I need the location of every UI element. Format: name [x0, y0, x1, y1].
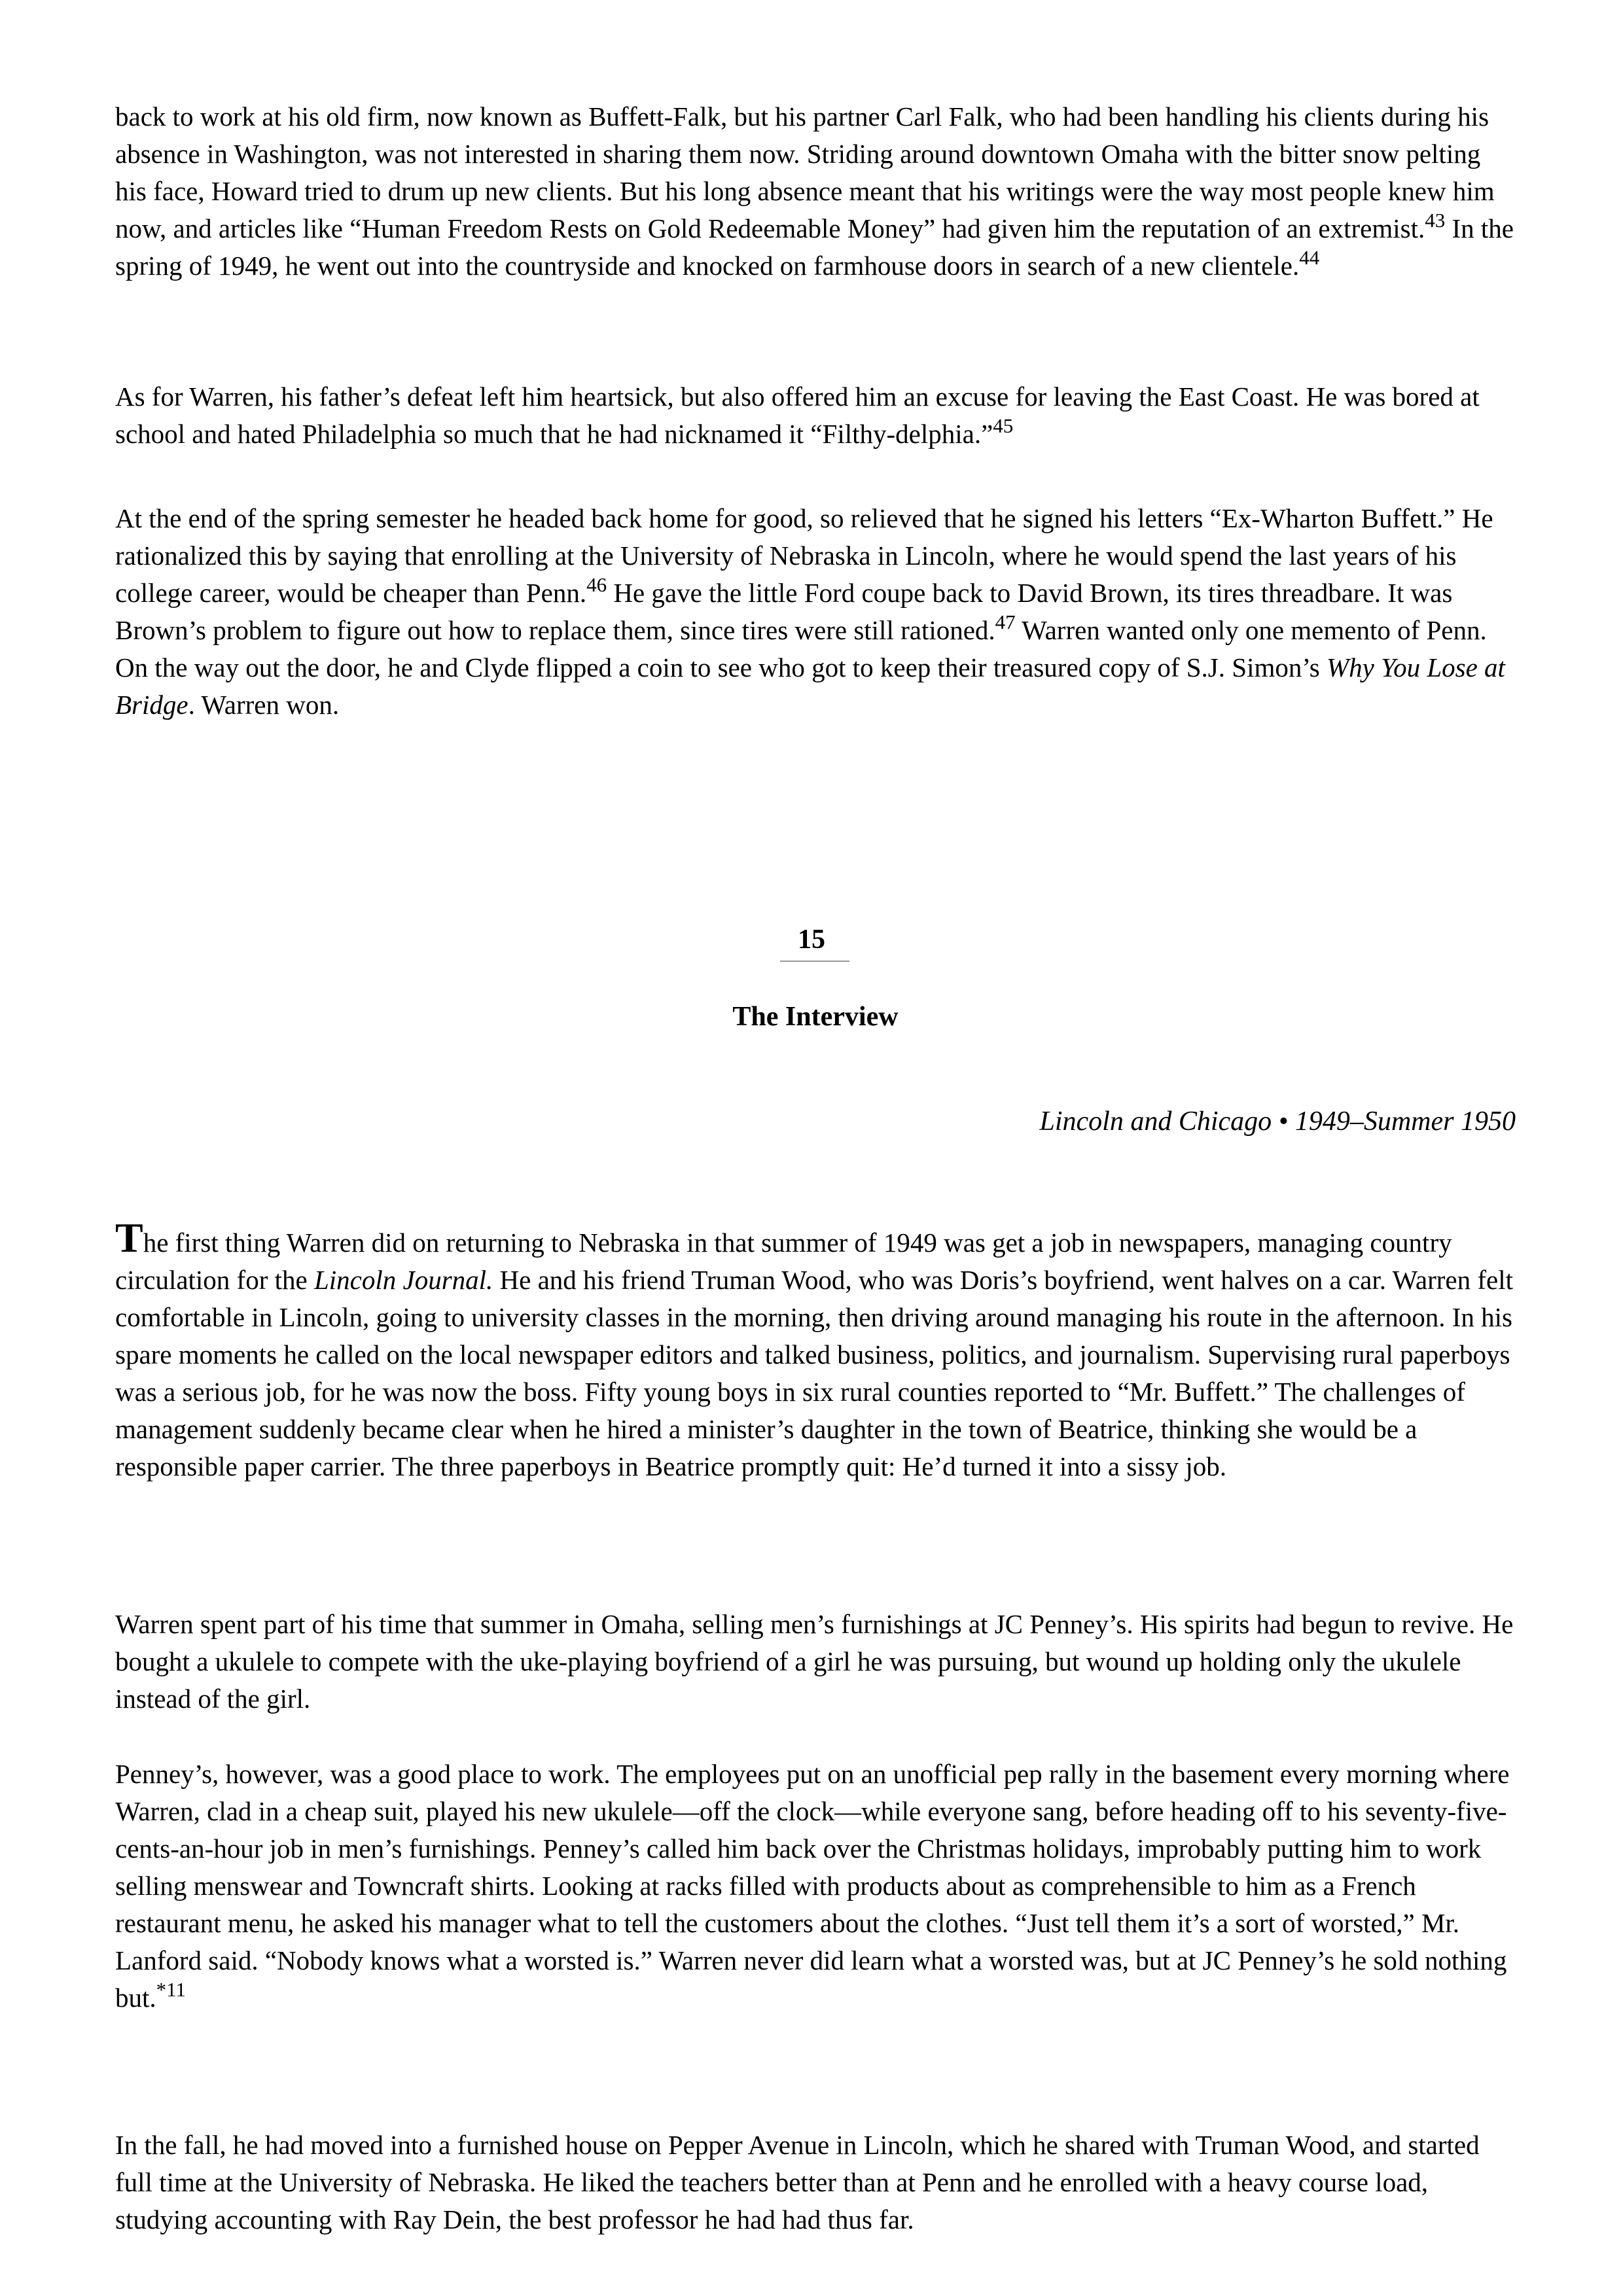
body-text: He and his friend Truman Wood, who was Doris’s boyfriend, went halves on a car. Warren felt comfortable in Lincoln, going to university classes in the morning, then driving around managing his route in the afternoon. In his spare moments he called on the local newspaper editors and talked business, politics, and journalism. Supervising rural paperboys was a serious job, for he was now the boss. Fifty young boys in six rural counties reported to “Mr. Buffett.” The challenges of management suddenly became clear when he hired a minister’s daughter in the town of Beatrice, thinking she would be a responsible paper carrier. The three paperboys in Beatrice promptly quit: He’d turned it into a sissy job.: [115, 1265, 1513, 1481]
chapter-title: The Interview: [732, 1002, 899, 1032]
drop-cap: T: [115, 1214, 143, 1261]
italic-title: Why You Lose at Bridge: [115, 652, 1505, 720]
chapter-divider: [780, 961, 849, 962]
body-text: At the end of the spring semester he headed back home for good, so relieved that he signed his letters “Ex-Wharton Buffett.” He rationalized this by saying that enrolling at the University of Nebraska in Lincoln, where he would spend the last years of his college career, would be cheaper than Penn.: [115, 503, 1493, 608]
footnote-ref: 43: [1425, 209, 1446, 232]
body-text: . Warren won.: [188, 690, 340, 720]
body-text: As for Warren, his father’s defeat left him heartsick, but also offered him an excuse for leaving the East Coast. He was bored at school and hated Philadelphia so much that he had nicknamed it “Filthy-delphia.”: [115, 381, 1480, 449]
paragraph-jc-penney: [115, 1606, 1516, 1718]
body-text: Warren wanted only one memento of Penn. On the way out the door, he and Clyde flipped a coin to see who got to keep their treasured copy of S.J. Simon’s: [115, 615, 1487, 682]
footnote-ref: 44: [1299, 246, 1320, 269]
paragraph-howard-clients: [115, 98, 1516, 285]
chapter-number: 15: [798, 925, 825, 955]
body-text: Warren spent part of his time that summer in Omaha, selling men’s furnishings at JC Penney’s. His spirits had begun to revive. He bought a ukulele to compete with the uke-playing boyfriend of a girl he was pursuing, but wound up holding only the ukulele instead of the girl.: [115, 1609, 1514, 1714]
paragraph-spring-semester: [115, 500, 1516, 724]
body-text: In the fall, he had moved into a furnished house on Pepper Avenue in Lincoln, which he shared with Truman Wood, and started full time at the University of Nebraska. He liked the teachers better than at Penn and he enrolled with a heavy course load, studying accounting with Ray Dein, the best professor he had had thus far.: [115, 2130, 1480, 2234]
footnote-ref: *11: [156, 1978, 187, 2001]
body-text: he first thing Warren did on returning to Nebraska in that summer of 1949 was get a job in newspapers, managing country circulation for the: [115, 1227, 1452, 1295]
chapter-subtitle: Lincoln and Chicago • 1949–Summer 1950: [1039, 1106, 1516, 1137]
body-text: back to work at his old firm, now known as Buffett-Falk, but his partner Carl Falk, who had been handling his clients during his absence in Washington, was not interested in sharing them now. Striding around downtown Omaha with the bitter snow pelting his face, Howard tried to drum up new clients. But his long absence meant that his writings were the way most people knew him now, and articles like “Human Freedom Rests on Gold Redeemable Money” had given him the reputation of an extremist.: [115, 101, 1495, 243]
footnote-ref: 45: [993, 414, 1014, 437]
italic-title: Lincoln Journal.: [313, 1265, 493, 1295]
body-text: In the spring of 1949, he went out into the countryside and knocked on farmhouse doors in search of a new clientele.: [115, 213, 1514, 281]
paragraph-first-job: [115, 1214, 1516, 1485]
paragraph-pep-rally: [115, 1756, 1516, 2017]
body-text: He gave the little Ford coupe back to David Brown, its tires threadbare. It was Brown’s problem to figure out how to replace them, since tires were still rationed.: [115, 578, 1453, 645]
footnote-ref: 47: [995, 610, 1016, 633]
body-text: Penney’s, however, was a good place to work. The employees put on an unofficial pep rally in the basement every morning where Warren, clad in a cheap suit, played his new ukulele—off the clock—while everyone sang, before heading off to his seventy-five-cents-an-hour job in men’s furnishings. Penney’s called him back over the Christmas holidays, improbably putting him to work selling menswear and Towncraft shirts. Looking at racks filled with products about as comprehensible to him as a French restaurant menu, he asked his manager what to tell the customers about the clothes. “Just tell them it’s a sort of worsted,” Mr. Lanford said. “Nobody knows what a worsted is.” Warren never did learn what a worsted was, but at JC Penney’s he sold nothing but.: [115, 1759, 1510, 2013]
footnote-ref: 46: [586, 573, 607, 596]
paragraph-pepper-avenue: [115, 2127, 1516, 2238]
paragraph-warren-heartsick: [115, 378, 1516, 453]
